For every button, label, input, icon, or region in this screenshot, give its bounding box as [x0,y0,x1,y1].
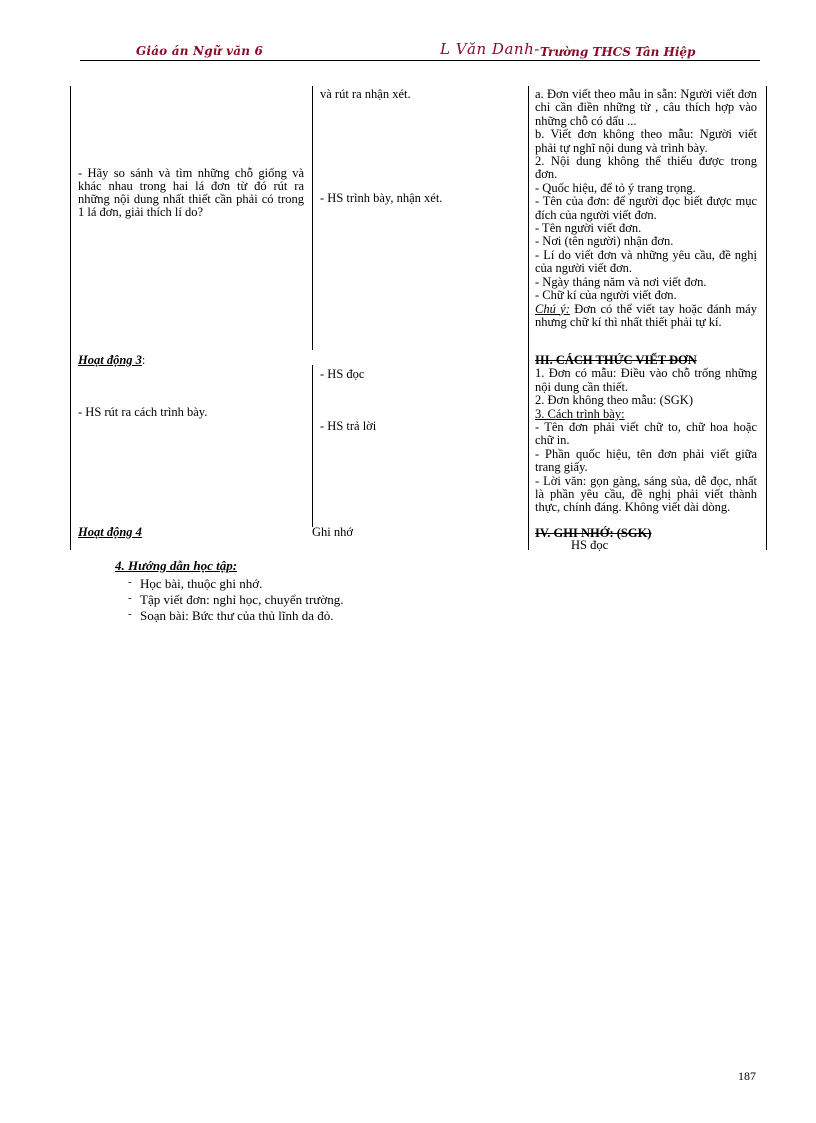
homework-item: - Học bài, thuộc ghi nhớ. [128,576,343,592]
homework-list [128,576,343,624]
homework-item: - Soạn bài: Bức thư của thủ lĩnh da đỏ. [128,608,343,624]
header-subject: Giáo án Ngữ văn 6 [136,44,264,58]
col3-line: - Tên đơn phải viết chữ to, chữ hoa hoặc chữ in. [535,420,757,448]
col3-line: - Ngày tháng năm và nơi viết đơn. [535,274,707,289]
page-number: 187 [738,1069,756,1083]
col3-line: - Chữ kí của người viết đơn. [535,288,677,303]
row2-col2-answer: - HS trả lời [320,419,377,433]
row1-col3-content [535,88,757,329]
col3-line: b. Viết đơn không theo mẫu: Người viết phải tự nghĩ nội dung và trình bày. [535,127,757,155]
col3-line: - Tên người viết đơn. [535,221,642,236]
activity-4-heading: Hoạt động 4 [78,525,142,539]
section-3-heading: III. CÁCH THỨC VIẾT ĐƠN [535,353,697,367]
col3-line: - Phần quốc hiệu, tên đơn phải viết giữa trang giấy. [535,446,757,475]
col3-line: - Lời văn: gọn gàng, sáng sủa, dễ đọc, nhất là phần yêu cầu, đề nghị phải viết thành thực, chính đáng. Không viết dài dòng. [535,473,757,515]
row3-col3-read: HS đọc [571,538,609,552]
row2-col1: - HS rút ra cách trình bày. [78,405,208,419]
row1-col1-question: - Hãy so sánh và tìm những chỗ giống và khác nhau trong hai lá đơn từ đó rút ra những nội dung nhất thiết cần phải có trong 1 lá đơn, giải thích lí do? [78,166,304,219]
activity-3-colon: : [141,353,146,367]
presentation-subheading: 3. Cách trình bày: [535,406,625,421]
col3-line: - Tên của đơn: để người đọc biết được mục đích của người viết đơn. [535,194,757,222]
table-divider-1-upper [312,86,313,350]
row2-col2-read: - HS đọc [320,367,365,381]
homework-item: - Tập viết đơn: nghỉ học, chuyển trường. [128,592,343,608]
col3-line: a. Đơn viết theo mẫu in sẵn: Người viết đơn chỉ cần điền những từ , câu thích hợp vào những chỗ có dấu ... [535,87,757,128]
header-rule [80,60,760,61]
col3-line: - Quốc hiệu, để tỏ ý trang trọng. [535,180,696,195]
note [535,303,757,330]
activity-3-heading [78,354,145,367]
row3-col2: Ghi nhớ [312,525,353,539]
header-author: L Văn Danh- [440,40,540,58]
homework-title: 4. Hướng dẫn học tập: [115,558,238,573]
activity-3-title: Hoạt động 3 [78,353,142,367]
row1-col2-mid: - HS trình bày, nhận xét. [320,191,443,205]
col3-line: 2. Đơn không theo mẫu: (SGK) [535,393,693,408]
note-text: Đơn có thể viết tay hoặc đánh máy nhưng chữ kí thì nhất thiết phải tự kí. [535,301,757,329]
header-school: Trường THCS Tân Hiệp [540,45,696,59]
row1-col2-top: và rút ra nhận xét. [320,87,411,101]
table-border-right [766,86,767,550]
table-divider-1-lower [312,365,313,527]
section-4-heading: IV. GHI NHỚ: (SGK) [535,526,652,540]
col3-line: - Nơi (tên người) nhận đơn. [535,234,674,249]
col3-line: - Lí do viết đơn và những yêu cầu, đề nghị của người viết đơn. [535,247,757,276]
col3-line: 1. Đơn có mẫu: Điều vào chỗ trống những nội dung cần thiết. [535,366,757,394]
table-divider-2 [528,86,529,550]
note-label: Chú ý: [535,301,570,316]
table-border-left [70,86,71,550]
col3-line: 2. Nội dung không thể thiếu được trong đơn. [535,154,757,182]
row2-col3-content [535,354,757,515]
